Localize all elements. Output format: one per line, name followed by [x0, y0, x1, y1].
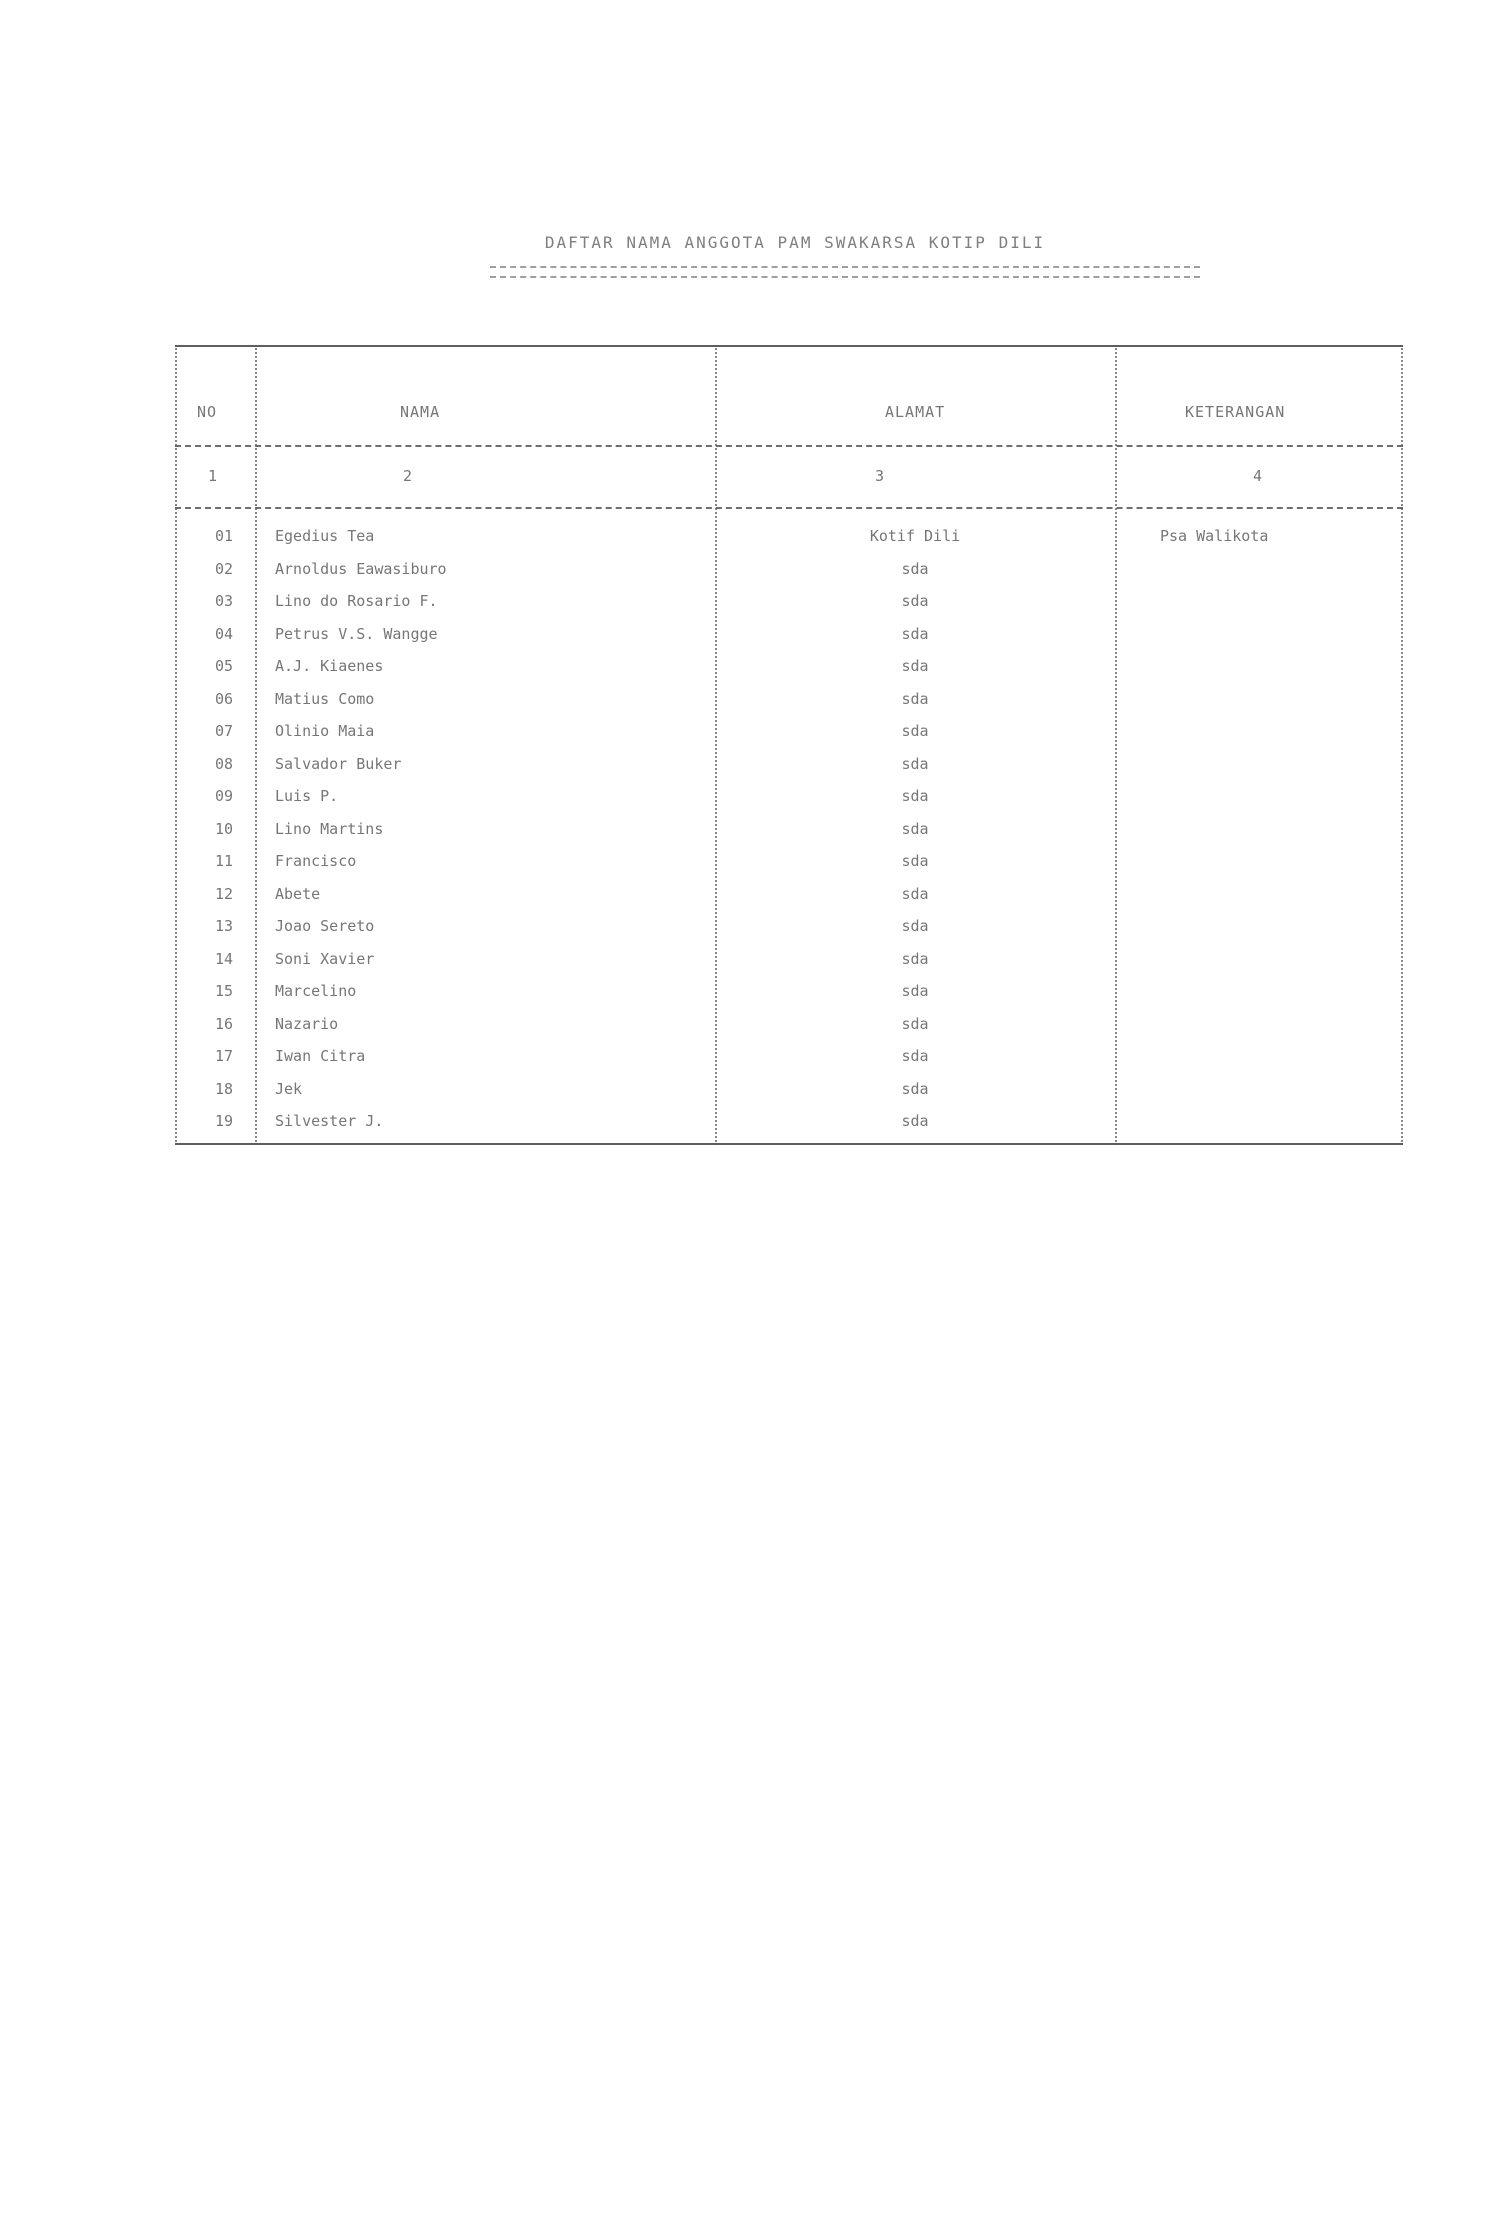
row-name: Francisco: [275, 852, 357, 870]
row-remark: Psa Walikota: [1160, 527, 1269, 545]
row-name: Matius Como: [275, 689, 375, 708]
column-number-3: 3: [875, 467, 885, 485]
row-address: sda: [901, 1047, 929, 1065]
row-number: 09: [214, 787, 233, 805]
row-address: sda: [901, 592, 929, 610]
row-number: 07: [214, 722, 233, 740]
member-table: [175, 345, 1403, 1145]
column-number-1: 1: [208, 467, 218, 485]
table-bottom-border: [175, 1143, 1403, 1145]
row-address: sda: [901, 819, 929, 838]
row-number: 15: [214, 982, 233, 1000]
row-number: 16: [214, 1014, 233, 1033]
row-number: 04: [214, 624, 233, 643]
column-separator-no: [255, 345, 257, 1145]
row-number: 02: [214, 559, 233, 578]
row-name: Jek: [275, 1079, 303, 1098]
row-number: 05: [214, 657, 233, 675]
row-name: A.J. Kiaenes: [275, 657, 384, 675]
row-number: 18: [214, 1079, 233, 1098]
header-no: NO: [197, 403, 218, 421]
row-name: Lino Martins: [275, 819, 384, 838]
row-number: 12: [214, 884, 233, 903]
row-name: Silvester J.: [275, 1112, 384, 1130]
row-address: sda: [901, 852, 929, 870]
column-separator-alamat: [1115, 345, 1117, 1145]
row-address: sda: [901, 982, 929, 1000]
row-address: sda: [901, 884, 929, 903]
header-nama: NAMA: [400, 403, 441, 421]
header-alamat: ALAMAT: [885, 403, 946, 421]
document-title: DAFTAR NAMA ANGGOTA PAM SWAKARSA KOTIP DILI: [544, 233, 1046, 252]
row-number: 13: [214, 917, 233, 935]
column-number-bottom-rule: [175, 507, 1403, 509]
header-bottom-rule: [175, 445, 1403, 447]
row-number: 03: [214, 592, 233, 610]
row-name: Marcelino: [275, 982, 357, 1000]
table-top-border: [175, 345, 1403, 347]
row-number: 10: [214, 819, 233, 838]
row-number: 19: [214, 1112, 233, 1130]
row-number: 14: [214, 949, 233, 968]
row-name: Abete: [275, 884, 321, 903]
row-address: sda: [901, 689, 929, 708]
column-separator-right: [1401, 345, 1403, 1145]
row-name: Salvador Buker: [275, 754, 402, 773]
header-keterangan: KETERANGAN: [1185, 403, 1286, 421]
row-name: Arnoldus Eawasiburo: [275, 559, 447, 578]
row-number: 01: [214, 527, 233, 545]
column-number-4: 4: [1253, 467, 1263, 485]
row-name: Joao Sereto: [275, 917, 375, 935]
column-number-2: 2: [403, 467, 413, 485]
row-name: Egedius Tea: [275, 527, 375, 545]
row-name: Nazario: [275, 1014, 339, 1033]
row-name: Olinio Maia: [275, 722, 375, 740]
title-double-underline: [490, 266, 1200, 278]
row-name: Iwan Citra: [275, 1047, 366, 1065]
row-address: sda: [901, 559, 929, 578]
row-address: sda: [901, 657, 929, 675]
column-separator-nama: [715, 345, 717, 1145]
row-number: 17: [214, 1047, 233, 1065]
row-name: Petrus V.S. Wangge: [275, 624, 438, 643]
row-address: sda: [901, 1112, 929, 1130]
row-number: 08: [214, 754, 233, 773]
row-number: 11: [214, 852, 233, 870]
row-name: Luis P.: [275, 787, 339, 805]
row-address: sda: [901, 722, 929, 740]
row-number: 06: [214, 689, 233, 708]
row-address: sda: [901, 787, 929, 805]
row-name: Soni Xavier: [275, 949, 375, 968]
row-address: sda: [901, 1079, 929, 1098]
row-address: sda: [901, 754, 929, 773]
row-address: sda: [901, 1014, 929, 1033]
row-name: Lino do Rosario F.: [275, 592, 438, 610]
row-address: sda: [901, 949, 929, 968]
row-address: sda: [901, 917, 929, 935]
row-address: Kotif Dili: [869, 527, 961, 545]
column-separator-left: [175, 345, 177, 1145]
row-address: sda: [901, 624, 929, 643]
